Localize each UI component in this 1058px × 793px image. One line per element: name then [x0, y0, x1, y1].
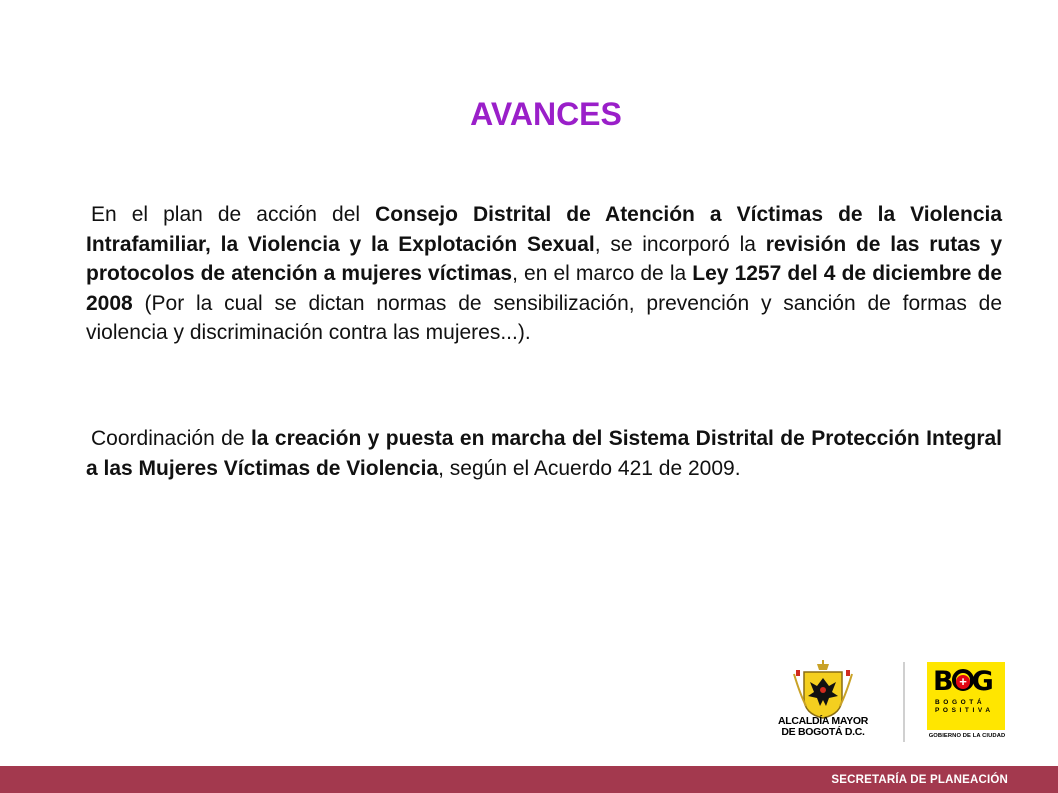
- bog-caption: GOBIERNO DE LA CIUDAD: [928, 733, 1006, 739]
- footer-text: SECRETARÍA DE PLANEACIÓN: [831, 774, 1008, 786]
- bold-run: Consejo Distrital de Atención a Víctimas de la Violencia Intrafamiliar, la Violencia y la Explotación Sexual: [86, 203, 1003, 256]
- text-run: Coordinación de: [91, 427, 251, 450]
- bogota-positiva-logo: [927, 662, 1005, 730]
- paragraph-plan-de-accion: [86, 200, 1002, 348]
- bog-sub-line-2: POSITIVA: [935, 707, 994, 714]
- bold-run: Ley 1257 del 4 de diciembre de 2008: [86, 262, 1002, 315]
- footer-bar: [0, 766, 1058, 793]
- slide-title: AVANCES: [470, 96, 622, 132]
- alcaldia-line-2: DE BOGOTÁ D.C.: [781, 726, 865, 738]
- paragraph-coordinacion: [86, 424, 1002, 483]
- alcaldia-logo-text: [774, 716, 872, 738]
- bog-letter-g: G: [971, 666, 993, 697]
- bog-subtitle: [935, 699, 994, 715]
- text-run: , en el marco de la: [512, 262, 693, 285]
- bog-sub-line-1: BOGOTÁ: [935, 699, 986, 706]
- text-run: (Por la cual se dictan normas de sensibilización, prevención y sanción de formas de violencia y discriminación contra las mujeres...).: [86, 291, 1002, 344]
- bold-run: la creación y puesta en marcha del Sistema Distrital de Protección Integral a las Mujeres Víctimas de Violencia: [86, 427, 1002, 480]
- bog-letter-b: B: [933, 666, 953, 697]
- text-run: , según el Acuerdo 421 de 2009.: [438, 456, 741, 480]
- logo-divider: [903, 662, 905, 742]
- text-run: En el plan de acción del: [91, 203, 376, 226]
- bold-run: revisión de las rutas y protocolos de atención a mujeres víctimas: [86, 232, 1002, 285]
- text-run: , se incorporó la: [594, 232, 766, 256]
- bog-plus-icon: +: [956, 675, 970, 689]
- alcaldia-line-1: ALCALDÍA MAYOR: [777, 715, 869, 727]
